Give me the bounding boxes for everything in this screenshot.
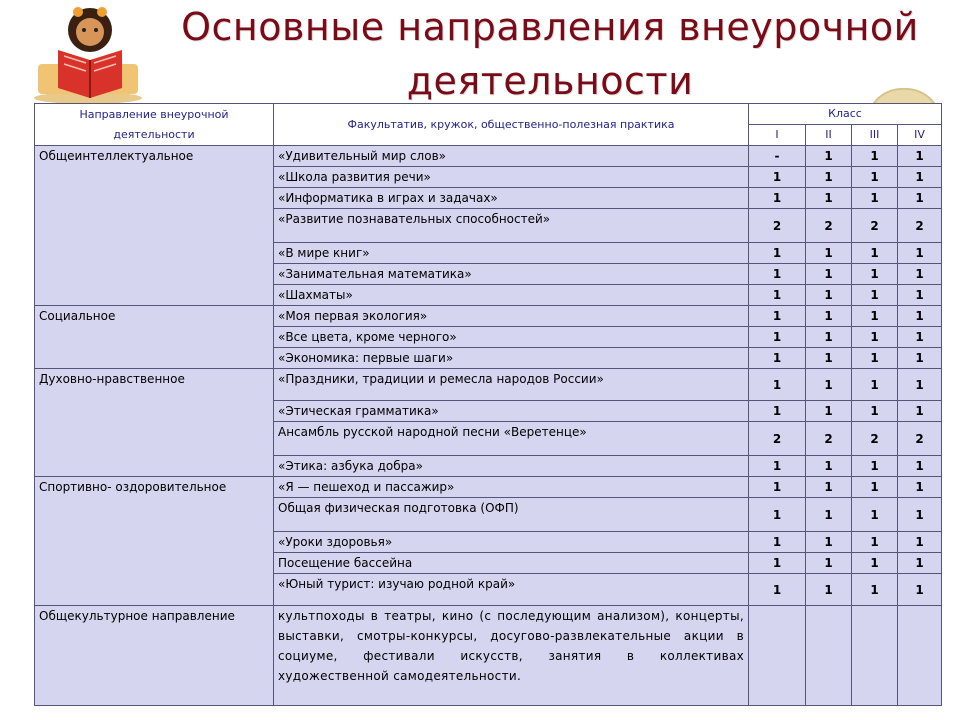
- class-2-hours-cell: 1: [806, 348, 852, 369]
- class-3-hours-cell: 1: [852, 146, 898, 167]
- course-name-cell: «Информатика в играх и задачах»: [274, 188, 749, 209]
- class-2-hours-cell: 1: [806, 327, 852, 348]
- class-2-hours-cell: 1: [806, 477, 852, 498]
- course-name-cell: «Шахматы»: [274, 285, 749, 306]
- class-2-empty-cell: [806, 606, 852, 706]
- practice-text-cell: культпоходы в театры, кино (с последующим анализом), концерты, выставки, смотры-конкурсы, досугово-развлекательные акции в социуме, фестивали искусств, занятия в коллективах художественной самодеятельности.: [274, 606, 749, 706]
- class-1-hours-cell: 1: [749, 574, 806, 606]
- class-4-hours-cell: 1: [898, 348, 942, 369]
- class-1-hours-cell: 1: [749, 369, 806, 401]
- course-name-cell: «Этическая грамматика»: [274, 401, 749, 422]
- class-4-hours-cell: 1: [898, 243, 942, 264]
- class-3-hours-cell: 1: [852, 285, 898, 306]
- class-4-hours-cell: 1: [898, 327, 942, 348]
- class-2-hours-cell: 1: [806, 264, 852, 285]
- class-3-hours-cell: 1: [852, 327, 898, 348]
- class-4-hours-cell: 1: [898, 285, 942, 306]
- class-3-hours-cell: 1: [852, 167, 898, 188]
- reading-child-illustration: [30, 2, 148, 104]
- class-1-hours-cell: 1: [749, 243, 806, 264]
- class-3-hours-cell: 1: [852, 264, 898, 285]
- class-4-hours-cell: 1: [898, 188, 942, 209]
- class-2-hours-cell: 1: [806, 306, 852, 327]
- class-3-hours-cell: 1: [852, 188, 898, 209]
- class-3-hours-cell: 2: [852, 209, 898, 243]
- course-name-cell: «Этика: азбука добра»: [274, 456, 749, 477]
- course-name-cell: «Удивительный мир слов»: [274, 146, 749, 167]
- direction-cell: Духовно-нравственное: [35, 369, 274, 477]
- class-3-hours-cell: 1: [852, 553, 898, 574]
- course-name-cell: Ансамбль русской народной песни «Веретенце»: [274, 422, 749, 456]
- class-1-hours-cell: 1: [749, 285, 806, 306]
- class-2-hours-cell: 1: [806, 401, 852, 422]
- table-row: [35, 606, 942, 706]
- class-2-hours-cell: 1: [806, 167, 852, 188]
- class-4-hours-cell: 2: [898, 422, 942, 456]
- course-name-cell: Общая физическая подготовка (ОФП): [274, 498, 749, 532]
- class-1-hours-cell: 1: [749, 477, 806, 498]
- class-2-hours-cell: 2: [806, 209, 852, 243]
- class-3-empty-cell: [852, 606, 898, 706]
- class-4-hours-cell: 1: [898, 146, 942, 167]
- course-name-cell: «Школа развития речи»: [274, 167, 749, 188]
- table-row: [35, 306, 942, 327]
- course-name-cell: Посещение бассейна: [274, 553, 749, 574]
- class-2-hours-cell: 2: [806, 422, 852, 456]
- class-1-hours-cell: 1: [749, 498, 806, 532]
- extracurricular-plan-table: [34, 103, 942, 706]
- course-name-cell: «Праздники, традиции и ремесла народов России»: [274, 369, 749, 401]
- direction-cell: Общекультурное направление: [35, 606, 274, 706]
- slide-title: Основные направления внеурочной деятельности: [181, 5, 919, 103]
- class-4-hours-cell: 1: [898, 456, 942, 477]
- class-1-hours-cell: 1: [749, 456, 806, 477]
- class-1-hours-cell: 1: [749, 327, 806, 348]
- class-2-hours-cell: 1: [806, 369, 852, 401]
- header-class-1: I: [749, 125, 806, 146]
- class-2-hours-cell: 1: [806, 146, 852, 167]
- course-name-cell: «В мире книг»: [274, 243, 749, 264]
- header-class-4: IV: [898, 125, 942, 146]
- class-4-hours-cell: 1: [898, 264, 942, 285]
- course-name-cell: «Уроки здоровья»: [274, 532, 749, 553]
- class-2-hours-cell: 1: [806, 285, 852, 306]
- class-1-hours-cell: -: [749, 146, 806, 167]
- class-4-hours-cell: 1: [898, 574, 942, 606]
- class-1-hours-cell: 1: [749, 188, 806, 209]
- header-course: Факультатив, кружок, общественно-полезная практика: [274, 104, 749, 146]
- class-2-hours-cell: 1: [806, 532, 852, 553]
- class-2-hours-cell: 1: [806, 574, 852, 606]
- class-1-empty-cell: [749, 606, 806, 706]
- class-3-hours-cell: 1: [852, 401, 898, 422]
- class-2-hours-cell: 1: [806, 498, 852, 532]
- class-4-hours-cell: 1: [898, 532, 942, 553]
- class-3-hours-cell: 1: [852, 306, 898, 327]
- class-1-hours-cell: 1: [749, 532, 806, 553]
- course-name-cell: «Занимательная математика»: [274, 264, 749, 285]
- class-3-hours-cell: 1: [852, 498, 898, 532]
- class-4-hours-cell: 1: [898, 477, 942, 498]
- class-2-hours-cell: 1: [806, 188, 852, 209]
- direction-cell: Спортивно- оздоровительное: [35, 477, 274, 606]
- class-3-hours-cell: 1: [852, 243, 898, 264]
- class-1-hours-cell: 1: [749, 348, 806, 369]
- class-2-hours-cell: 1: [806, 456, 852, 477]
- class-1-hours-cell: 1: [749, 553, 806, 574]
- header-class-3: III: [852, 125, 898, 146]
- class-4-hours-cell: 1: [898, 167, 942, 188]
- class-1-hours-cell: 1: [749, 264, 806, 285]
- class-4-hours-cell: 1: [898, 401, 942, 422]
- class-3-hours-cell: 1: [852, 369, 898, 401]
- class-4-hours-cell: 1: [898, 306, 942, 327]
- class-1-hours-cell: 2: [749, 422, 806, 456]
- class-3-hours-cell: 1: [852, 532, 898, 553]
- direction-cell: Социальное: [35, 306, 274, 369]
- class-3-hours-cell: 1: [852, 456, 898, 477]
- class-3-hours-cell: 1: [852, 477, 898, 498]
- course-name-cell: «Моя первая экология»: [274, 306, 749, 327]
- class-4-hours-cell: 1: [898, 498, 942, 532]
- table-row: [35, 146, 942, 167]
- course-name-cell: «Развитие познавательных способностей»: [274, 209, 749, 243]
- class-2-hours-cell: 1: [806, 243, 852, 264]
- class-1-hours-cell: 2: [749, 209, 806, 243]
- class-3-hours-cell: 1: [852, 574, 898, 606]
- class-3-hours-cell: 2: [852, 422, 898, 456]
- course-name-cell: «Я — пешеход и пассажир»: [274, 477, 749, 498]
- table-row: [35, 477, 942, 498]
- class-2-hours-cell: 1: [806, 553, 852, 574]
- class-4-empty-cell: [898, 606, 942, 706]
- class-3-hours-cell: 1: [852, 348, 898, 369]
- table-row: [35, 369, 942, 401]
- class-1-hours-cell: 1: [749, 306, 806, 327]
- class-1-hours-cell: 1: [749, 401, 806, 422]
- direction-cell: Общеинтеллектуальное: [35, 146, 274, 306]
- course-name-cell: «Все цвета, кроме черного»: [274, 327, 749, 348]
- header-class-2: II: [806, 125, 852, 146]
- class-1-hours-cell: 1: [749, 167, 806, 188]
- header-direction: Направление внеурочной деятельности: [35, 104, 274, 146]
- class-4-hours-cell: 2: [898, 209, 942, 243]
- header-class-group: Класс: [749, 104, 942, 125]
- course-name-cell: «Экономика: первые шаги»: [274, 348, 749, 369]
- class-4-hours-cell: 1: [898, 369, 942, 401]
- course-name-cell: «Юный турист: изучаю родной край»: [274, 574, 749, 606]
- class-4-hours-cell: 1: [898, 553, 942, 574]
